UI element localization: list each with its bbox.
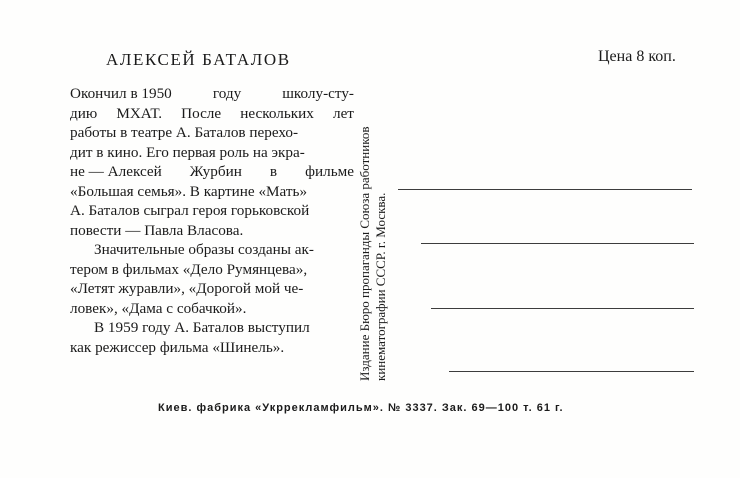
- bio-line: ловек», «Дама с собачкой».: [70, 299, 247, 317]
- publisher-imprint-vertical: [357, 61, 389, 381]
- bio-word: Журбин: [189, 163, 242, 180]
- publisher-line-2: кинематографии СССР. г. Москва.: [373, 192, 388, 381]
- bio-line: [70, 104, 354, 124]
- bio-line: тером в фильмах «Дело Румянцева»,: [70, 260, 308, 278]
- bio-paragraph-start: Значительные образы созданы ак-: [94, 241, 314, 258]
- address-line: [449, 371, 694, 372]
- bio-word: фильме: [305, 163, 354, 180]
- publisher-line-1: Издание Бюро пропаганды Союза работников: [357, 126, 372, 381]
- print-imprint: Киев. фабрика «Укррекламфильм». № 3337. Зак. 69—100 т. 61 г.: [158, 402, 564, 414]
- bio-word: нескольких: [240, 104, 314, 122]
- price-label: Цена 8 коп.: [598, 48, 676, 65]
- bio-word: в: [269, 163, 278, 180]
- bio-line: как режиссер фильма «Шинель».: [70, 338, 285, 356]
- card-title: АЛЕКСЕЙ БАТАЛОВ: [106, 50, 291, 69]
- bio-word: году: [212, 85, 242, 102]
- bio-word: дию: [70, 104, 98, 122]
- address-line: [431, 308, 694, 309]
- bio-line: «Большая семья». В картине «Мать»: [70, 182, 308, 200]
- bio-word: Окончил в 1950: [70, 85, 172, 102]
- bio-paragraph-start: В 1959 году А. Баталов выступил: [94, 319, 310, 336]
- bio-line: работы в театре А. Баталов перехо-: [70, 124, 299, 141]
- bio-line: [70, 84, 354, 104]
- address-line: [421, 243, 694, 244]
- bio-word: не — Алексей: [70, 163, 162, 180]
- bio-line: «Летят журавли», «Дорогой мой че-: [70, 280, 304, 297]
- bio-word: лет: [332, 104, 354, 122]
- bio-line: [70, 162, 354, 182]
- biography-text: [70, 84, 354, 357]
- bio-line: повести — Павла Власова.: [70, 221, 244, 239]
- bio-word: школу-сту-: [282, 85, 354, 102]
- bio-line: А. Баталов сыграл героя горьковской: [70, 202, 310, 219]
- bio-word: МХАТ.: [116, 104, 162, 122]
- bio-word: После: [181, 104, 222, 122]
- bio-line: дит в кино. Его первая роль на экра-: [70, 143, 305, 161]
- address-line: [398, 189, 692, 190]
